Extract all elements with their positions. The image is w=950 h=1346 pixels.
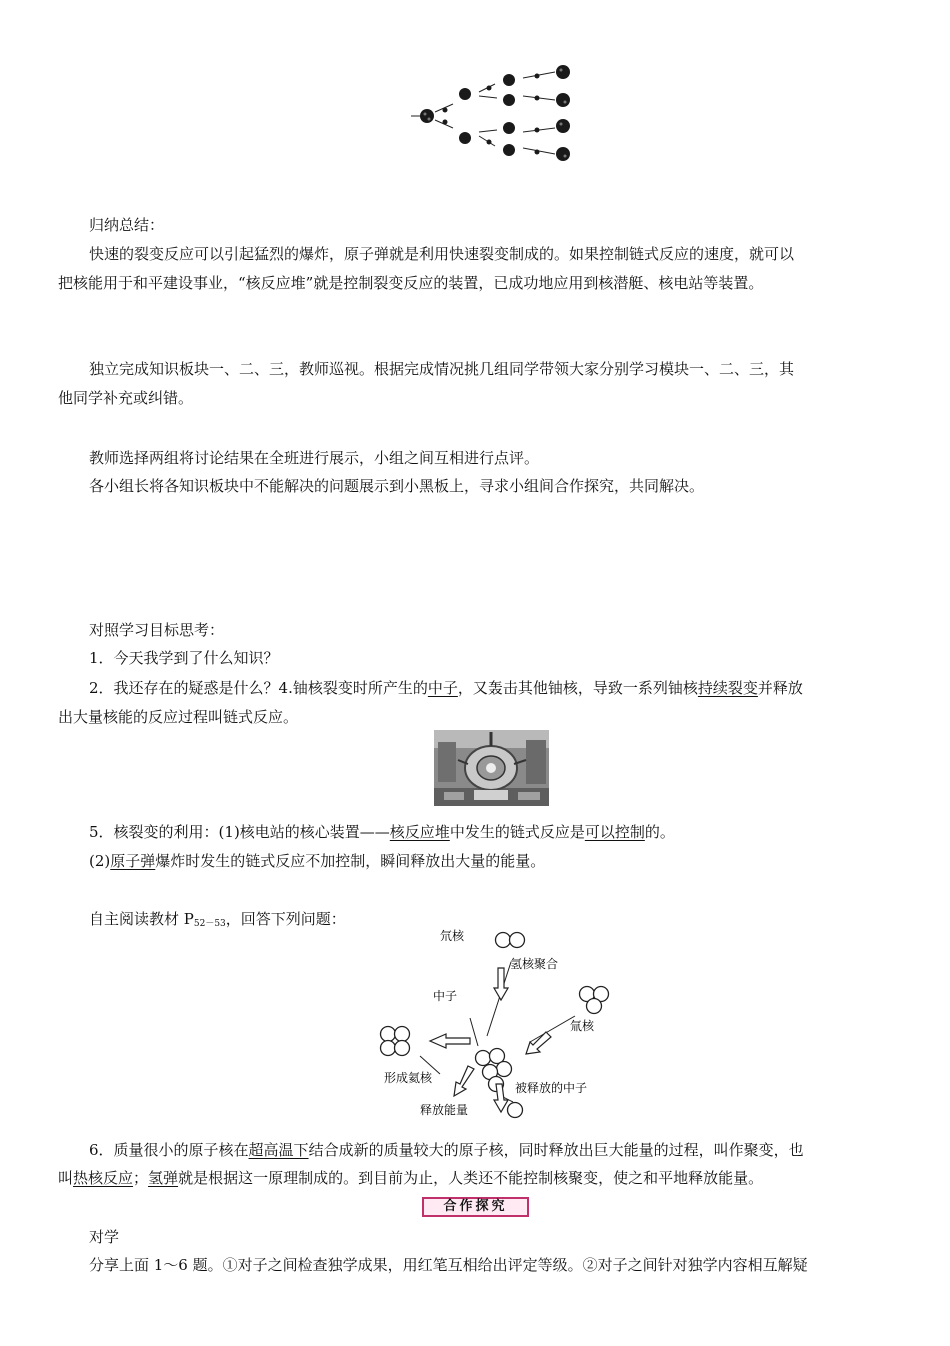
blank-hydrogen-bomb: 氢弹 [148, 1169, 179, 1187]
pair-study-heading: 对学 [89, 1228, 120, 1246]
label-neutron: 中子 [433, 989, 458, 1003]
teacher-paragraph: 教师选择两组将讨论结果在全班进行展示，小组之间互相进行点评。 [89, 449, 540, 467]
blank-neutron: 中子 [427, 679, 458, 697]
question-2: 2．我还存在的疑惑是什么？4.铀核裂变时所产生的中子，又轰击其他铀核，导致一系列铀核持续裂变并释放 [89, 679, 803, 697]
blank-nuclear-reactor: 核反应堆 [389, 823, 450, 841]
item-6-line-2: 叫热核反应；氢弹就是根据这一原理制成的。到目前为止，人类还不能控制核聚变，使之和平地释放能量。 [58, 1169, 764, 1187]
reading-instruction: 自主阅读教材 $P_{52-53}$，回答下列问题： [89, 910, 346, 929]
fusion-diagram [370, 926, 620, 1126]
independent-line-2: 他同学补充或纠错。 [58, 389, 194, 407]
chain-reaction-figure [405, 62, 585, 166]
leaders-paragraph: 各小组长将各知识板块中不能解决的问题展示到小黑板上，寻求小组间合作探究，共同解决。 [89, 477, 705, 495]
reflect-heading: 对照学习目标思考： [89, 621, 225, 639]
item-5-line-1: 5．核裂变的利用：(1)核电站的核心装置——核反应堆中发生的链式反应是可以控制的。 [89, 823, 675, 841]
blank-continuous-fission: 持续裂变 [697, 679, 758, 697]
blank-atomic-bomb: 原子弹 [110, 852, 156, 870]
question-2-line-2: 出大量核能的反应过程叫链式反应。 [58, 708, 299, 726]
question-1: 1．今天我学到了什么知识？ [89, 649, 279, 667]
blank-ultra-high-temperature: 超高温下 [248, 1141, 309, 1159]
label-tritium: 氚核 [570, 1019, 595, 1033]
share-line: 分享上面 1～6 题。①对子之间检查独学成果，用红笔互相给出评定等级。②对子之间针对独学内容相互解疑 [89, 1256, 808, 1274]
blank-controllable: 可以控制 [584, 823, 645, 841]
cooperative-inquiry-badge: 合作探究 [422, 1197, 529, 1217]
label-energy: 释放能量 [420, 1103, 469, 1117]
label-released-neutron: 被释放的中子 [515, 1081, 588, 1095]
item-5-line-2: (2)原子弹爆炸时发生的链式反应不加控制，瞬间释放出大量的能量。 [89, 852, 546, 870]
label-deuterium: 氘核 [440, 929, 465, 943]
item-6-line-1: 6．质量很小的原子核在超高温下结合成新的质量较大的原子核，同时释放出巨大能量的过程，叫作聚变，也 [89, 1141, 804, 1159]
label-helium: 形成氦核 [384, 1071, 433, 1085]
independent-line-1: 独立完成知识板块一、二、三，教师巡视。根据完成情况挑几组同学带领大家分别学习模块一、二、三，其 [89, 360, 795, 378]
summary-line-1: 快速的裂变反应可以引起猛烈的爆炸，原子弹就是利用快速裂变制成的。如果控制链式反应的速度，就可以 [89, 245, 795, 263]
reactor-photo [434, 730, 549, 806]
label-fusion: 氢核聚合 [510, 957, 559, 971]
summary-heading: 归纳总结： [89, 216, 165, 234]
summary-line-2: 把核能用于和平建设事业，“核反应堆”就是控制裂变反应的装置，已成功地应用到核潜艇、核电站等装置。 [58, 274, 764, 292]
blank-thermonuclear: 热核反应 [73, 1169, 134, 1187]
